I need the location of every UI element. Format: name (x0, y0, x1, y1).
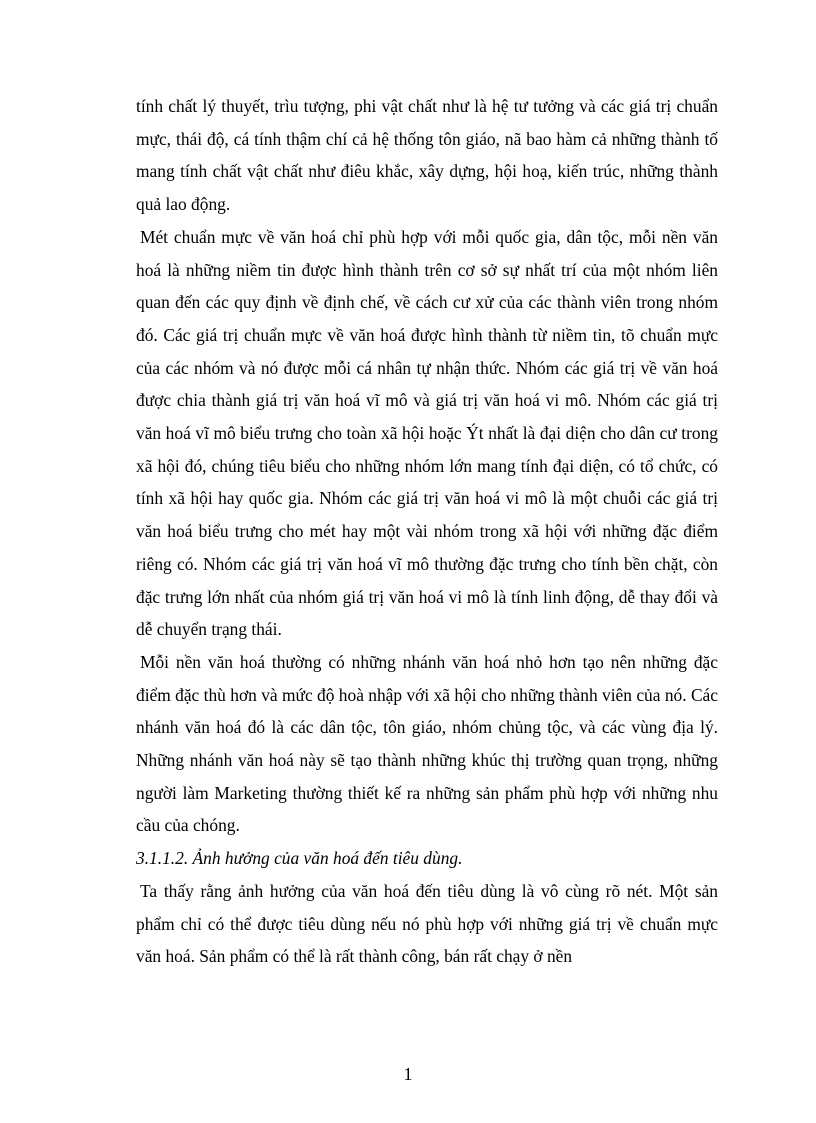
section-heading: 3.1.1.2. Ảnh hưởng của văn hoá đến tiêu dùng. (136, 848, 463, 869)
paragraph-cultural-norms: Mét chuẩn mực về văn hoá chỉ phù hợp với mỗi quốc gia, dân tộc, mỗi nền văn hoá là những niềm tin được hình thành trên cơ sở sự nhất trí của một nhóm liên quan đến các quy định về định chế, về cách cư xử của các thành viên trong nhóm đó. Các giá trị chuẩn mực về văn hoá được hình thành từ niềm tin, tõ chuẩn mực của các nhóm và nó được mỗi cá nhân tự nhận thức. Nhóm các giá trị về văn hoá được chia thành giá trị văn hoá vĩ mô và giá trị văn hoá vi mô. Nhóm các giá trị văn hoá vĩ mô biểu trưng cho toàn xã hội hoặc Ýt nhất là đại diện cho dân cư trong xã hội đó, chúng tiêu biểu cho những nhóm lớn mang tính đại diện, có tổ chức, có tính xã hội hay quốc gia. Nhóm các giá trị văn hoá vi mô là một chuỗi các giá trị văn hoá biểu trưng cho mét hay một vài nhóm trong xã hội với những đặc điểm riêng có. Nhóm các giá trị văn hoá vĩ mô thường đặc trưng cho tính bền chặt, còn đặc trưng lớn nhất của nhóm giá trị văn hoá vi mô là tính linh động, dễ thay đổi và dễ chuyển trạng thái. (136, 226, 718, 640)
paragraph-culture-consumption: Ta thấy rằng ảnh hưởng của văn hoá đến tiêu dùng là vô cùng rõ nét. Một sản phẩm chỉ có thể được tiêu dùng nếu nó phù hợp với những giá trị về chuẩn mực văn hoá. Sản phẩm có thể là rất thành công, bán rất chạy ở nền (136, 880, 718, 967)
paragraph-subcultures: Mỗi nền văn hoá thường có những nhánh văn hoá nhỏ hơn tạo nên những đặc điểm đặc thù hơn và mức độ hoà nhập với xã hội cho những thành viên của nó. Các nhánh văn hoá đó là các dân tộc, tôn giáo, nhóm chủng tộc, và các vùng địa lý. Những nhánh văn hoá này sẽ tạo thành những khúc thị trường quan trọng, những người làm Marketing thường thiết kế ra những sản phẩm phù hợp với những nhu cầu của chóng. (136, 651, 718, 836)
page-number: 1 (403, 1064, 413, 1084)
body-text (136, 90, 718, 973)
paragraph-culture-elements: tính chất lý thuyết, trìu tượng, phi vật chất như là hệ tư tưởng và các giá trị chuẩn mực, thái độ, cá tính thậm chí cả hệ thống tôn giáo, nã bao hàm cả những thành tố mang tính chất vật chất như điêu khắc, xây dựng, hội hoạ, kiến trúc, những thành quả lao động. (136, 96, 718, 215)
